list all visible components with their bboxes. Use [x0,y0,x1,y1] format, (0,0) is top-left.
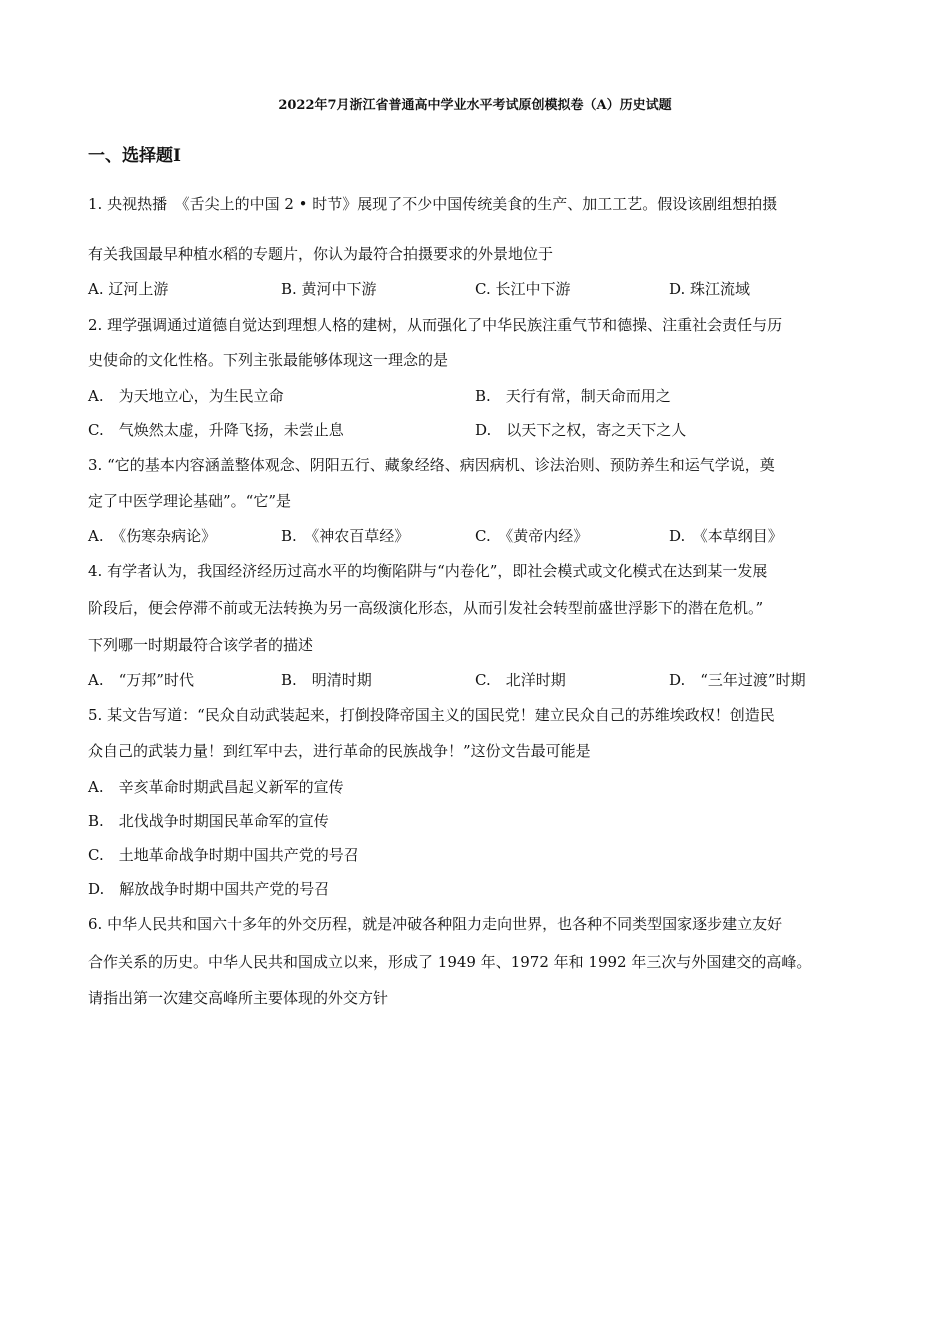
question-1-option-b: B. 黄河中下游 [281,280,377,298]
question-1-stem-line-1: 1. 央视热播 《舌尖上的中国 2 • 时节》展现了不少中国传统美食的生产、加工工艺。假设该剧组想拍摄 [88,195,778,213]
question-6-stem-line-2: 合作关系的历史。中华人民共和国成立以来，形成了 1949 年、1972 年和 1992 年三次与外国建交的高峰。 [88,953,812,971]
question-2-option-c: C. 气焕然太虚，升降飞扬，未尝止息 [88,421,344,439]
page-title: 2022年7月浙江省普通高中学业水平考试原创模拟卷（A）历史试题 [278,98,672,113]
question-2-option-a: A. 为天地立心，为生民立命 [88,387,284,405]
question-1-option-a: A. 辽河上游 [88,280,169,298]
question-5-option-a: A. 辛亥革命时期武昌起义新军的宣传 [88,778,344,796]
question-4-option-a: A. “万邦”时代 [88,671,194,689]
question-4-stem-line-2: 阶段后，便会停滞不前或无法转换为另一高级演化形态，从而引发社会转型前盛世浮影下的潜在危机。” [88,599,764,617]
question-3-option-b: B. 《神农百草经》 [281,527,410,545]
question-4-stem-line-1: 4. 有学者认为，我国经济经历过高水平的均衡陷阱与“内卷化”，即社会模式或文化模式在达到某一发展 [88,562,768,580]
question-1-option-c: C. 长江中下游 [475,280,571,298]
question-6-stem-line-1: 6. 中华人民共和国六十多年的外交历程，就是冲破各种阻力走向世界，也各种不同类型国家逐步建立友好 [88,915,783,933]
question-2-option-d: D. 以天下之权，寄之天下之人 [475,421,687,439]
question-2-option-b: B. 天行有常，制天命而用之 [475,387,671,405]
section-heading: 一、选择题Ⅰ [88,146,181,166]
question-4-option-b: B. 明清时期 [281,671,372,689]
question-5-option-b: B. 北伐战争时期国民革命军的宣传 [88,812,329,830]
question-3-option-a: A. 《伤寒杂病论》 [88,527,217,545]
question-1-option-d: D. 珠江流域 [669,280,751,298]
question-5-option-d: D. 解放战争时期中国共产党的号召 [88,880,330,898]
question-3-stem-line-1: 3. “它的基本内容涵盖整体观念、阴阳五行、藏象经络、病因病机、诊法治则、预防养生和运气学说，奠 [88,456,775,474]
question-4-stem-line-3: 下列哪一时期最符合该学者的描述 [88,636,314,654]
question-3-option-d: D. 《本草纲目》 [669,527,783,545]
question-4-option-c: C. 北洋时期 [475,671,566,689]
question-5-option-c: C. 土地革命战争时期中国共产党的号召 [88,846,359,864]
question-2-stem-line-2: 史使命的文化性格。下列主张最能够体现这一理念的是 [88,351,449,369]
question-4-option-d: D. “三年过渡”时期 [669,671,806,689]
question-1-stem-line-2: 有关我国最早种植水稻的专题片，你认为最符合拍摄要求的外景地位于 [88,245,554,263]
question-3-stem-line-2: 定了中医学理论基础”。“它”是 [88,492,292,510]
question-6-stem-line-3: 请指出第一次建交高峰所主要体现的外交方针 [88,989,389,1007]
question-2-stem-line-1: 2. 理学强调通过道德自觉达到理想人格的建树，从而强化了中华民族注重气节和德操、注重社会责任与历 [88,316,783,334]
question-5-stem-line-2: 众自己的武装力量！到红军中去，进行革命的民族战争！”这份文告最可能是 [88,742,591,760]
question-3-option-c: C. 《黄帝内经》 [475,527,589,545]
question-5-stem-line-1: 5. 某文告写道：“民众自动武装起来，打倒投降帝国主义的国民党！建立民众自己的苏维埃政权！创造民 [88,706,775,724]
